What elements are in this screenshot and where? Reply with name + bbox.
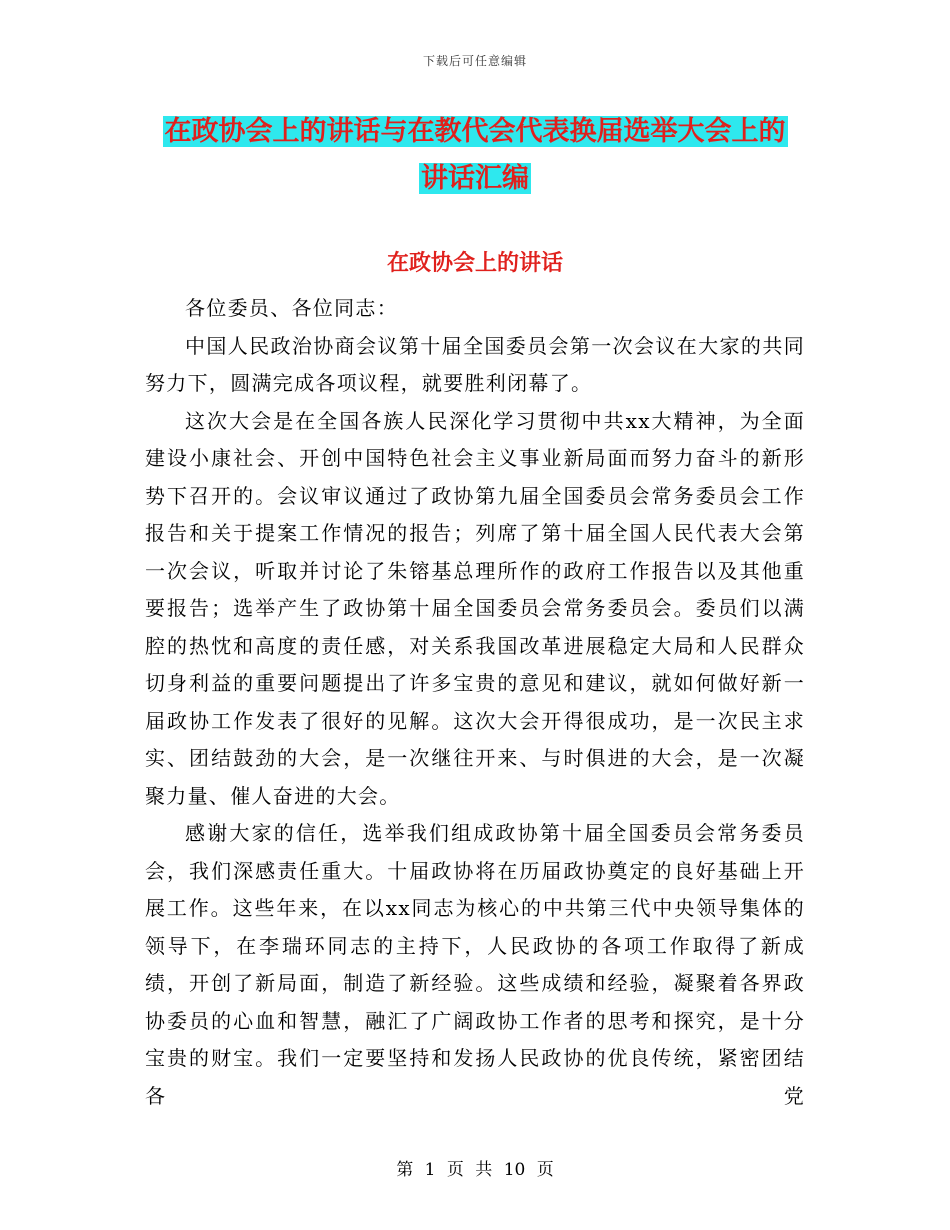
page-number-footer: 第 1 页 共 10 页 — [396, 1160, 554, 1180]
page-header: 下载后可任意编辑 — [422, 54, 527, 68]
paragraph: 中国人民政治协商会议第十届全国委员会第一次会议在大家的共同努力下，圆满完成各项议程，就要胜利闭幕了。 — [145, 333, 805, 395]
title-highlight: 在政协会上的讲话与在教代会代表换届选举大会上的 — [164, 116, 786, 147]
section-title: 在政协会上的讲话 — [386, 251, 563, 276]
paragraph: 这次大会是在全国各族人民深化学习贯彻中共xx大精神，为全面建设小康社会、开创中国特色社会主义事业新局面而努力奋斗的新形势下召开的。会议审议通过了政协第九届全国委员会常务委员会工作报告和关于提案工作情况的报告；列席了第十届全国人民代表大会第一次会议，听取并讨论了朱镕基总理所作的政府工作报告以及其他重要报告；选举产生了政协第十届全国委员会常务委员会。委员们以满腔的热忱和高度的责任感，对关系我国改革进展稳定大局和人民群众切身利益的重要问题提出了许多宝贵的意见和建议，就如何做好新一届政协工作发表了很好的见解。这次大会开得很成功，是一次民主求实、团结鼓劲的大会，是一次继往开来、与时俱进的大会，是一次凝聚力量、催人奋进的大会。 — [145, 408, 805, 808]
document-title — [0, 108, 950, 202]
document-body — [145, 290, 805, 1115]
document-title-line-1 — [0, 108, 950, 155]
paragraph-salutation: 各位委员、各位同志： — [185, 296, 398, 320]
paragraph: 感谢大家的信任，选举我们组成政协第十届全国委员会常务委员会，我们深感责任重大。十届政协将在历届政协奠定的良好基础上开展工作。这些年来，在以xx同志为核心的中共第三代中央领导集体的领导下，在李瑞环同志的主持下，人民政协的各项工作取得了新成绩，开创了新局面，制造了新经验。这些成绩和经验，凝聚着各界政协委员的心血和智慧，融汇了广阔政协工作者的思考和探究，是十分宝贵的财宝。我们一定要坚持和发扬人民政协的优良传统，紧密团结各党 — [145, 821, 805, 1108]
title-highlight: 讲话汇编 — [421, 163, 529, 194]
document-title-line-2 — [0, 155, 950, 202]
